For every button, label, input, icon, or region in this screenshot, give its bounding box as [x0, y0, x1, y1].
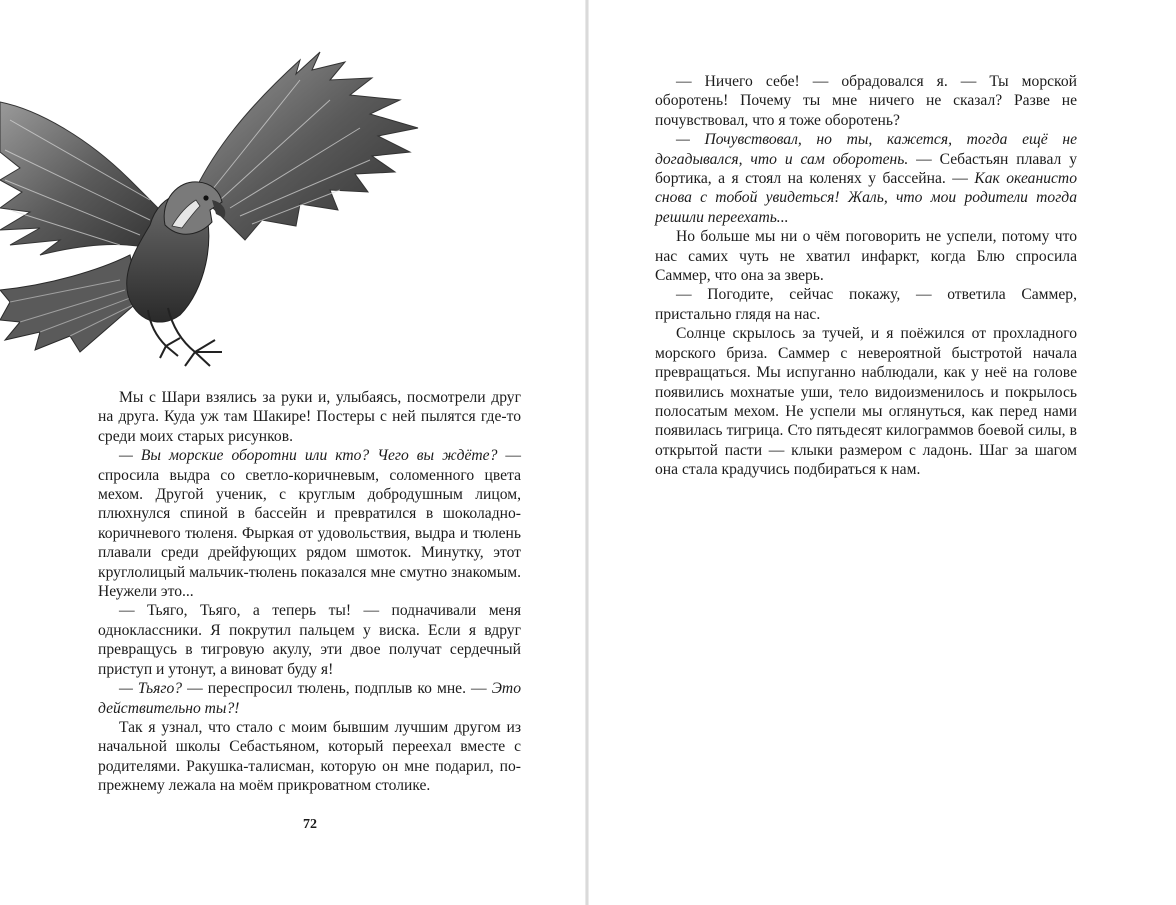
right-page-text — [655, 72, 1077, 480]
paragraph-text: — переспросил тюлень, подплыв ко мне. — — [182, 680, 492, 698]
paragraph — [98, 601, 521, 679]
paragraph — [98, 679, 521, 718]
paragraph-italic-text: Это действительно ты?! — [98, 680, 521, 717]
left-page-text — [98, 388, 521, 796]
paragraph — [98, 446, 521, 601]
paragraph — [98, 718, 521, 796]
paragraph — [655, 72, 1077, 130]
paragraph-text: Солнце скрылось за тучей, и я поёжился от прохладного морского бриза. Саммер с невероятной быстротой начала превращаться. Мы испуганно наблюдали, как у неё на голове появились мохнатые уши, тело видоизменилось и покрылось полосатым мехом. Не успели мы оглянуться, как перед нами появилась тигрица. Сто пятьдесят килограммов боевой силы, в открытой пасти — клыки размером с ладонь. Шаг за шагом она стала крадучись подбираться к нам. — [655, 325, 1077, 479]
paragraph-text: Так я узнал, что стало с моим бывшим лучшим другом из начальной школы Себастьяном, который переехал вместе с родителями. Ракушка-талисман, которую он мне подарил, по-прежнему лежала на моём прикроватном столике. — [98, 718, 521, 795]
paragraph-text: — Себастьян плавал у бортика, а я стоял на коленях у бассейна. — — [655, 150, 1078, 188]
paragraph-text: — Ничего себе! — обрадовался я. — Ты морской оборотень! Почему ты мне ничего не сказал? Разве не почувствовал, что я тоже оборотень? — [655, 73, 1077, 129]
paragraph-italic-text: — Почувствовал, но ты, кажется, тогда ещё не догадывался, что и сам оборотень. — [655, 131, 1077, 168]
eagle-right-wing — [195, 52, 418, 240]
paragraph-text: Но больше мы ни о чём поговорить не успели, потому что нас самих чуть не хватил инфаркт, когда Блю спросила Саммер, что она за зверь. — [655, 228, 1077, 285]
paragraph — [655, 227, 1077, 285]
page-number: 72 — [303, 817, 317, 832]
paragraph — [655, 130, 1077, 227]
eagle-head — [164, 182, 225, 234]
paragraph-italic-text: — Тьяго? — [119, 680, 183, 698]
paragraph-text: — Погодите, сейчас покажу, — ответила Саммер, пристально глядя на нас. — [655, 286, 1077, 323]
paragraph — [98, 388, 521, 446]
right-page — [589, 0, 1176, 905]
paragraph-italic-text: — Вы морские оборотни или кто? Чего вы ждёте? — [119, 447, 498, 465]
left-page — [0, 0, 586, 905]
eagle-tail — [0, 255, 140, 352]
paragraph — [655, 285, 1077, 324]
paragraph — [655, 324, 1077, 479]
paragraph-text: — Тьяго, Тьяго, а теперь ты! — подначивали меня одноклассники. Я покрутил пальцем у виска. Если я вдруг превращусь в тигровую акулу, эти двое получат сердечный приступ и утонут, а виноват буду я! — [98, 602, 521, 678]
paragraph-text: Мы с Шари взялись за руки и, улыбаясь, посмотрели друг на друга. Куда уж там Шакире! Постеры с ней пылятся где-то среди моих старых рисунков. — [98, 389, 521, 445]
eagle-illustration — [0, 40, 430, 370]
paragraph-text: — спросила выдра со светло-коричневым, соломенного цвета мехом. Другой ученик, с круглым добродушным лицом, плюхнулся спиной в бассейн и превратился в шоколадно-коричневого тюленя. Фыркая от удовольствия, выдра и тюлень плавали среди дрейфующих рядом шмоток. Минутку, этот круглолицый мальчик-тюлень показался мне смутно знакомым. Неужели это... — [98, 447, 521, 601]
paragraph-italic-text: Как океанисто снова с тобой увидеться! Жаль, что мои родители тогда решили переехать... — [655, 170, 1077, 226]
